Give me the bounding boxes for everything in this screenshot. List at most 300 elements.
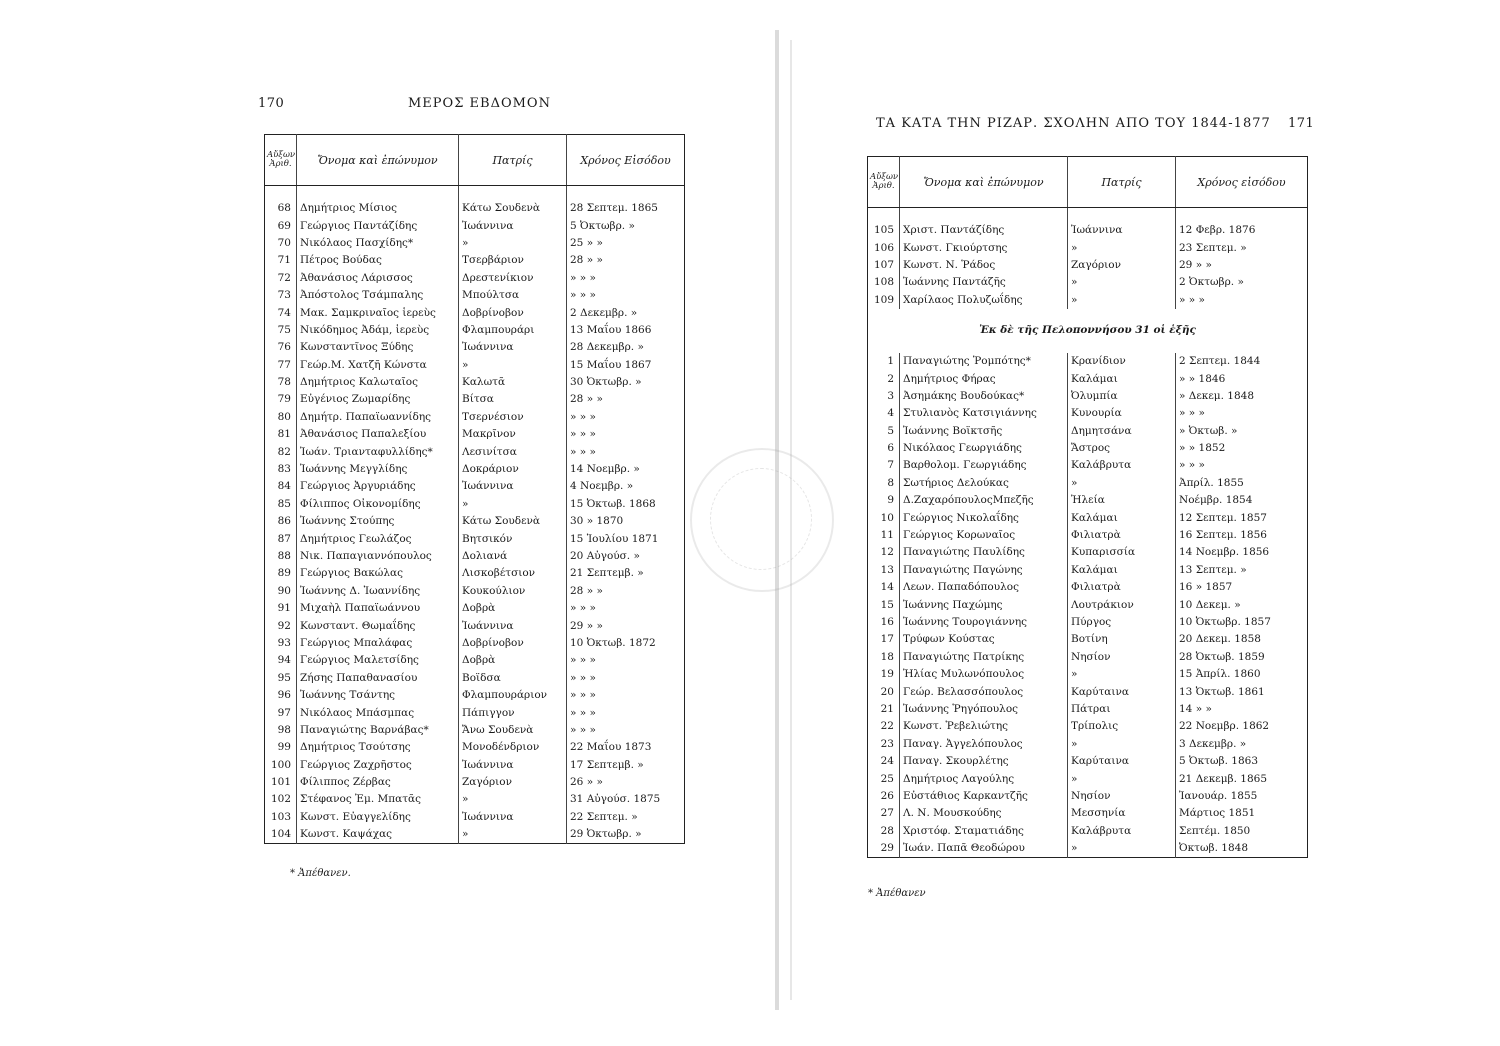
cell-name: Γεώργιος Ἀργυριάδης [297, 478, 459, 495]
cell-homeland: Φλαμπουράρι [459, 322, 567, 339]
cell-entry-date: 20 Δεκεμ. 1858 [1179, 633, 1261, 646]
cell-name: Γεώργιος Μπαλάφας [297, 635, 459, 652]
table-row [265, 757, 685, 774]
table-row [265, 217, 685, 234]
cell-serial-number: 19 [868, 666, 900, 683]
cell-serial-number: 97 [265, 704, 297, 721]
cell-entry-date: 4 Νοεμβρ. » [570, 480, 634, 493]
cell-serial-number: 96 [265, 687, 297, 704]
cell-name: Στυλιανὸς Κατσιγιάννης [900, 405, 1068, 422]
cell-entry-date: 28 Ὀκτωβ. 1859 [1179, 650, 1265, 663]
cell-name: Μακ. Σαμκριναῖος ἱερεὺς [297, 304, 459, 321]
cell-entry-date: Ἀπρίλ. 1855 [1179, 476, 1244, 489]
cell-entry-date: 30 Ὀκτωβρ. » [570, 376, 642, 389]
cell-entry-date: 2 Σεπτεμ. 1844 [1179, 355, 1261, 368]
header-homeland: Πατρίς [1068, 157, 1176, 208]
header-name: Ὄνομα καὶ ἐπώνυμον [900, 157, 1068, 208]
table-row [868, 239, 1308, 256]
cell-name: Εὐστάθιος Καρκαντζῆς [900, 788, 1068, 805]
header-serial-number: Αὔξων Ἀριθ. [868, 157, 900, 208]
table-row [265, 739, 685, 756]
cell-serial-number: 14 [868, 579, 900, 596]
table-row [868, 823, 1308, 840]
cell-serial-number: 90 [265, 583, 297, 600]
cell-homeland: Ἄστρος [1068, 440, 1176, 457]
cell-serial-number: 83 [265, 461, 297, 478]
cell-name: Ἀθανάσιος Λάρισσος [297, 270, 459, 287]
table-row [868, 562, 1308, 579]
cell-homeland: Μακρῖνον [459, 426, 567, 443]
cell-entry-date: 15 Ἰουλίου 1871 [570, 532, 659, 545]
cell-serial-number: 10 [868, 509, 900, 526]
table-row [868, 736, 1308, 753]
table-row [868, 631, 1308, 648]
cell-entry-date: » » 1852 [1179, 442, 1226, 455]
cell-serial-number: 107 [868, 257, 900, 274]
table-header-row [868, 157, 1308, 208]
cell-serial-number: 28 [868, 823, 900, 840]
cell-entry-date: 10 Ὀκτωβρ. 1857 [1179, 616, 1271, 628]
table-row [868, 370, 1308, 387]
cell-name: Χριστ. Παντάζίδης [900, 222, 1068, 239]
cell-serial-number: 20 [868, 683, 900, 700]
table-row [868, 718, 1308, 735]
cell-name: Γεώργιος Παντάζίδης [297, 217, 459, 234]
table-row [265, 704, 685, 721]
cell-homeland: Ζαγόριον [1068, 257, 1176, 274]
table-row [868, 683, 1308, 700]
cell-name: Ἰωάν. Παπᾶ Θεοδώρου [900, 840, 1068, 858]
cell-name: Ἰωάννης Μεγγλίδης [297, 461, 459, 478]
cell-entry-date: 13 Σεπτεμ. » [1179, 563, 1247, 576]
cell-homeland: Δοβρὰ [459, 600, 567, 617]
cell-entry-date: 28 Δεκεμβρ. » [570, 341, 644, 354]
cell-entry-date: 14 » » [1179, 702, 1212, 715]
cell-homeland: Κρανίδιον [1068, 353, 1176, 370]
cell-name: Κωνστ. Εὐαγγελίδης [297, 809, 459, 826]
table-row [265, 548, 685, 565]
cell-name: Νικόλαος Μπάσμπας [297, 704, 459, 721]
cell-serial-number: 88 [265, 548, 297, 565]
header-entry-date: Χρόνος εἰσόδου [1176, 157, 1308, 208]
cell-serial-number: 79 [265, 391, 297, 408]
cell-name: Παναγιώτης Βαρνάβας* [297, 722, 459, 739]
cell-serial-number: 4 [868, 405, 900, 422]
cell-homeland: Βοτίνη [1068, 631, 1176, 648]
cell-name: Σωτήριος Δελούκας [900, 475, 1068, 492]
cell-entry-date: 3 Δεκεμβρ. » [1179, 737, 1247, 750]
cell-homeland: Κυνουρία [1068, 405, 1176, 422]
cell-homeland: Λουτράκιον [1068, 596, 1176, 613]
cell-homeland: Κουκούλιον [459, 583, 567, 600]
cell-name: Στέφανος Ἐμ. Μπατᾶς [297, 791, 459, 808]
cell-serial-number: 68 [265, 200, 297, 217]
cell-entry-date: 16 Σεπτεμ. 1856 [1179, 529, 1267, 542]
cell-homeland: Μεσσηνία [1068, 805, 1176, 822]
cell-name: Παναγ. Σκουρλέτης [900, 753, 1068, 770]
cell-name: Μιχαὴλ Παπαϊωάννου [297, 600, 459, 617]
cell-homeland: Καλωτᾶ [459, 374, 567, 391]
cell-serial-number: 24 [868, 753, 900, 770]
cell-homeland: » [1068, 840, 1176, 858]
cell-serial-number: 12 [868, 544, 900, 561]
cell-name: Κωνστ. Καψάχας [297, 826, 459, 844]
cell-entry-date: 12 Φεβρ. 1876 [1179, 224, 1256, 237]
cell-serial-number: 1 [868, 353, 900, 370]
cell-name: Ἀθανάσιος Παπαλεξίου [297, 426, 459, 443]
cell-entry-date: 20 Αὐγούσ. » [570, 550, 640, 562]
table-row [868, 475, 1308, 492]
table-row [265, 530, 685, 547]
cell-homeland: Δοκράριον [459, 461, 567, 478]
cell-name: Γεώρ. Βελασσόπουλος [900, 683, 1068, 700]
cell-entry-date: » » » [570, 445, 596, 458]
cell-name: Δημήτριος Καλωταῖος [297, 374, 459, 391]
cell-homeland: Ἰωάννινα [459, 757, 567, 774]
cell-name: Παναγιώτης Παυλίδης [900, 544, 1068, 561]
cell-serial-number: 7 [868, 457, 900, 474]
cell-entry-date: Σεπτέμ. 1850 [1179, 824, 1251, 837]
cell-serial-number: 76 [265, 339, 297, 356]
cell-serial-number: 106 [868, 239, 900, 256]
cell-entry-date: 22 Μαΐου 1873 [570, 741, 652, 754]
cell-serial-number: 81 [265, 426, 297, 443]
cell-entry-date: 2 Ὀκτωβρ. » [1179, 276, 1244, 289]
cell-serial-number: 3 [868, 388, 900, 405]
cell-entry-date: 29 Ὀκτωβρ. » [570, 828, 642, 841]
cell-name: Νικόλαος Γεωργιάδης [900, 440, 1068, 457]
cell-homeland: Ὀλυμπία [1068, 388, 1176, 405]
table-row [868, 770, 1308, 787]
cell-homeland: Φιλιατρὰ [1068, 527, 1176, 544]
cell-entry-date: 26 » » [570, 776, 603, 789]
cell-name: Παναγ. Ἀγγελόπουλος [900, 736, 1068, 753]
table-spacer-row [868, 208, 1308, 223]
cell-name: Ἠλίας Μυλωνόπουλος [900, 666, 1068, 683]
cell-serial-number: 22 [868, 718, 900, 735]
cell-serial-number: 73 [265, 287, 297, 304]
table-row [868, 701, 1308, 718]
table-row [265, 791, 685, 808]
cell-homeland: Καλάμαι [1068, 509, 1176, 526]
cell-entry-date: 30 » 1870 [570, 515, 624, 528]
table-row [265, 670, 685, 687]
cell-name: Παναγιώτης Ῥομπότης* [900, 353, 1068, 370]
table-row [868, 274, 1308, 291]
table-row [868, 596, 1308, 613]
table-body-left [265, 186, 685, 844]
cell-serial-number: 6 [868, 440, 900, 457]
cell-serial-number: 72 [265, 270, 297, 287]
cell-name: Γεώργιος Βακώλας [297, 565, 459, 582]
cell-entry-date: 25 » » [570, 236, 603, 249]
cell-entry-date: 12 Σεπτεμ. 1857 [1179, 511, 1267, 524]
header-name: Ὄνομα καὶ ἐπώνυμον [297, 135, 459, 186]
cell-homeland: Ζαγόριον [459, 774, 567, 791]
cell-entry-date: » Δεκεμ. 1848 [1179, 389, 1255, 402]
cell-homeland: » [1068, 736, 1176, 753]
cell-serial-number: 69 [265, 217, 297, 234]
cell-homeland: Πύργος [1068, 614, 1176, 631]
cell-entry-date: Νοέμβρ. 1854 [1179, 494, 1253, 507]
cell-name: Κωνσταντ. Θωμαΐδης [297, 617, 459, 634]
cell-serial-number: 102 [265, 791, 297, 808]
cell-homeland: Κυπαρισσία [1068, 544, 1176, 561]
table-row [868, 292, 1308, 309]
cell-serial-number: 86 [265, 513, 297, 530]
cell-entry-date: » » » [570, 289, 596, 302]
cell-entry-date: 23 Σεπτεμ. » [1179, 241, 1247, 254]
cell-serial-number: 98 [265, 722, 297, 739]
cell-entry-date: 21 Δεκεμβ. 1865 [1179, 772, 1268, 785]
table-row [265, 774, 685, 791]
cell-entry-date: » » » [570, 723, 596, 736]
cell-serial-number: 78 [265, 374, 297, 391]
cell-entry-date: 22 Σεπτεμ. » [570, 810, 638, 823]
cell-homeland: Καλάμαι [1068, 370, 1176, 387]
running-head-left: ΜΕΡΟΣ ΕΒΔΟΜΟΝ [408, 96, 551, 111]
table-row [265, 461, 685, 478]
cell-serial-number: 9 [868, 492, 900, 509]
cell-name: Δημήτριος Λαγούλης [900, 770, 1068, 787]
cell-name: Δημήτρ. Παπαϊωαννίδης [297, 409, 459, 426]
cell-homeland: Δοβρίνοβον [459, 304, 567, 321]
cell-entry-date: 13 Ὀκτωβ. 1861 [1179, 685, 1265, 698]
table-row [265, 374, 685, 391]
cell-entry-date: 29 » » [570, 619, 603, 632]
running-head-right: ΤΑ ΚΑΤΑ ΤΗΝ ΡΙΖΑΡ. ΣΧΟΛΗΝ ΑΠΟ ΤΟΥ 1844-1877 [876, 116, 1271, 131]
cell-name: Λεων. Παπαδόπουλος [900, 579, 1068, 596]
cell-name: Ζήσης Παπαθανασίου [297, 670, 459, 687]
cell-entry-date: 10 Δεκεμ. » [1179, 598, 1241, 611]
cell-homeland: Ἰωάννινα [459, 478, 567, 495]
cell-name: Κωνστ. Ῥεβελιώτης [900, 718, 1068, 735]
cell-name: Λ. Ν. Μουσκούδης [900, 805, 1068, 822]
table-row [868, 405, 1308, 422]
cell-entry-date: 14 Νοεμβρ. » [570, 463, 640, 476]
cell-name: Ἰωάννης Δ. Ἰωαννίδης [297, 583, 459, 600]
cell-homeland: Δοβρὰ [459, 652, 567, 669]
cell-homeland: Καρύταινα [1068, 683, 1176, 700]
cell-entry-date: 21 Σεπτεμβ. » [570, 567, 644, 580]
cell-serial-number: 105 [868, 222, 900, 239]
cell-entry-date: 28 Σεπτεμ. 1865 [570, 202, 658, 215]
table-row [868, 840, 1308, 858]
page-number-left: 170 [258, 96, 285, 111]
cell-serial-number: 29 [868, 840, 900, 858]
cell-entry-date: » » » [570, 689, 596, 702]
cell-name: Εὐγένιος Ζωμαρίδης [297, 391, 459, 408]
cell-name: Κωνσταντῖνος Ξύδης [297, 339, 459, 356]
table-row [265, 235, 685, 252]
cell-homeland: Καλάμαι [1068, 562, 1176, 579]
cell-homeland: Καρύταινα [1068, 753, 1176, 770]
cell-entry-date: Ἰανουάρ. 1855 [1179, 789, 1258, 802]
cell-name: Ἰωάννης Στούπης [297, 513, 459, 530]
table-row [868, 649, 1308, 666]
cell-name: Κωνστ. Ν. Ῥάδος [900, 257, 1068, 274]
cell-name: Γεώργιος Μαλετσίδης [297, 652, 459, 669]
cell-name: Ἰωάν. Τριανταφυλλίδης* [297, 443, 459, 460]
table-row [868, 423, 1308, 440]
cell-serial-number: 26 [868, 788, 900, 805]
cell-homeland: Ἠλεία [1068, 492, 1176, 509]
cell-serial-number: 87 [265, 530, 297, 547]
cell-homeland: Δοβρίνοβον [459, 635, 567, 652]
header-homeland: Πατρίς [459, 135, 567, 186]
footnote-left: * Ἀπέθανεν. [290, 868, 351, 879]
table-row [868, 527, 1308, 544]
cell-serial-number: 89 [265, 565, 297, 582]
table-row [868, 666, 1308, 683]
cell-name: Χριστόφ. Σταματιάδης [900, 823, 1068, 840]
cell-serial-number: 109 [868, 292, 900, 309]
cell-serial-number: 5 [868, 423, 900, 440]
cell-entry-date: » » 1846 [1179, 372, 1226, 385]
cell-serial-number: 25 [868, 770, 900, 787]
cell-entry-date: » » » [570, 602, 596, 615]
cell-entry-date: 15 Ὀκτωβ. 1868 [570, 497, 656, 510]
table-row [868, 457, 1308, 474]
cell-serial-number: 70 [265, 235, 297, 252]
cell-serial-number: 18 [868, 649, 900, 666]
table-row [265, 339, 685, 356]
cell-serial-number: 8 [868, 475, 900, 492]
table-header-row [265, 135, 685, 186]
cell-homeland: Ἰωάννινα [1068, 222, 1176, 239]
cell-entry-date: Μάρτιος 1851 [1179, 807, 1256, 820]
cell-homeland: » [1068, 239, 1176, 256]
section-title: Ἐκ δὲ τῆς Πελοποννήσου 31 οἱ ἑξῆς [979, 324, 1196, 337]
cell-entry-date: 28 » » [570, 254, 603, 267]
cell-serial-number: 74 [265, 304, 297, 321]
cell-entry-date: 29 » » [1179, 258, 1212, 271]
cell-entry-date: 17 Σεπτεμβ. » [570, 758, 644, 771]
register-table-right [867, 156, 1308, 858]
table-row [868, 544, 1308, 561]
cell-homeland: Κάτω Σουδενὰ [459, 200, 567, 217]
table-row [265, 722, 685, 739]
table-row [868, 257, 1308, 274]
cell-serial-number: 77 [265, 357, 297, 374]
cell-homeland: Ἰωάννινα [459, 339, 567, 356]
cell-homeland: » [1068, 666, 1176, 683]
cell-serial-number: 101 [265, 774, 297, 791]
table-row [265, 322, 685, 339]
table-row [265, 565, 685, 582]
table-row [265, 252, 685, 269]
cell-name: Ἀπόστολος Τσάμπαλης [297, 287, 459, 304]
cell-homeland: Δημητσάνα [1068, 423, 1176, 440]
cell-homeland: Μονοδένδριον [459, 739, 567, 756]
cell-homeland: Ἰωάννινα [459, 617, 567, 634]
cell-serial-number: 84 [265, 478, 297, 495]
cell-homeland: » [459, 791, 567, 808]
cell-name: Κωνστ. Γκιούρτσης [900, 239, 1068, 256]
cell-serial-number: 75 [265, 322, 297, 339]
cell-entry-date: 5 Ὀκτωβρ. » [570, 219, 635, 232]
cell-entry-date: 5 Ὀκτωβ. 1863 [1179, 755, 1259, 768]
cell-name: Δημήτριος Φήρας [900, 370, 1068, 387]
cell-serial-number: 100 [265, 757, 297, 774]
cell-entry-date: » » » [570, 706, 596, 719]
cell-entry-date: 15 Μαΐου 1867 [570, 358, 652, 371]
right-page [760, 0, 1500, 1046]
cell-name: Παναγιώτης Πατρίκης [900, 649, 1068, 666]
cell-homeland: Τσερνέσιον [459, 409, 567, 426]
cell-serial-number: 91 [265, 600, 297, 617]
cell-homeland: » [1068, 475, 1176, 492]
cell-homeland: Νησίον [1068, 649, 1176, 666]
footnote-right: * Ἀπέθανεν [868, 888, 926, 899]
cell-name: Δ.ΖαχαρόπουλοςΜπεζῆς [900, 492, 1068, 509]
cell-entry-date: 2 Δεκεμβρ. » [570, 306, 638, 319]
cell-homeland: Φλαμπουράριον [459, 687, 567, 704]
cell-serial-number: 99 [265, 739, 297, 756]
cell-name: Γεώργιος Νικολαΐδης [900, 509, 1068, 526]
table-row [868, 788, 1308, 805]
cell-homeland: » [1068, 274, 1176, 291]
cell-serial-number: 27 [868, 805, 900, 822]
cell-name: Νικόδημος Ἀδάμ, ἱερεὺς [297, 322, 459, 339]
cell-serial-number: 108 [868, 274, 900, 291]
cell-homeland: Ἄνω Σουδενὰ [459, 722, 567, 739]
table-row [265, 826, 685, 844]
cell-homeland: Βίτσα [459, 391, 567, 408]
cell-name: Ἰωάννης Ῥηγόπουλος [900, 701, 1068, 718]
table-row [265, 287, 685, 304]
cell-entry-date: » » » [570, 654, 596, 667]
cell-name: Ἰωάννης Παχώμης [900, 596, 1068, 613]
cell-serial-number: 85 [265, 496, 297, 513]
cell-homeland: Τρίπολις [1068, 718, 1176, 735]
cell-homeland: Δολιανά [459, 548, 567, 565]
cell-name: Ἀσημάκης Βουδούκας* [900, 388, 1068, 405]
header-entry-date: Χρόνος Εἰσόδου [567, 135, 685, 186]
cell-entry-date: » » » [1179, 459, 1205, 472]
table-row [265, 409, 685, 426]
cell-entry-date: 31 Αὐγούσ. 1875 [570, 793, 661, 806]
cell-serial-number: 104 [265, 826, 297, 844]
cell-homeland: » [1068, 770, 1176, 787]
cell-homeland: » [1068, 292, 1176, 309]
cell-homeland: Κάτω Σουδενὰ [459, 513, 567, 530]
cell-name: Παναγιώτης Παγώνης [900, 562, 1068, 579]
cell-entry-date: 10 Ὀκτωβ. 1872 [570, 636, 656, 649]
cell-name: Νικόλαος Πασχίδης* [297, 235, 459, 252]
cell-serial-number: 94 [265, 652, 297, 669]
table-row [265, 443, 685, 460]
table-row [868, 388, 1308, 405]
cell-serial-number: 71 [265, 252, 297, 269]
cell-homeland: » [459, 496, 567, 513]
table-row [265, 635, 685, 652]
cell-name: Τρύφων Κούστας [900, 631, 1068, 648]
cell-entry-date: » » » [570, 671, 596, 684]
table-row [265, 200, 685, 217]
cell-homeland: Βητσικόν [459, 530, 567, 547]
cell-name: Πέτρος Βούδας [297, 252, 459, 269]
cell-entry-date: Ὀκτωβ. 1848 [1179, 842, 1249, 855]
table-row [265, 496, 685, 513]
cell-name: Δημήτριος Γεωλάζος [297, 530, 459, 547]
cell-homeland: Μπούλτσα [459, 287, 567, 304]
table-row [868, 440, 1308, 457]
table-row [265, 809, 685, 826]
cell-serial-number: 82 [265, 443, 297, 460]
cell-entry-date: 14 Νοεμβρ. 1856 [1179, 546, 1270, 559]
cell-name: Φίλιππος Ζέρβας [297, 774, 459, 791]
